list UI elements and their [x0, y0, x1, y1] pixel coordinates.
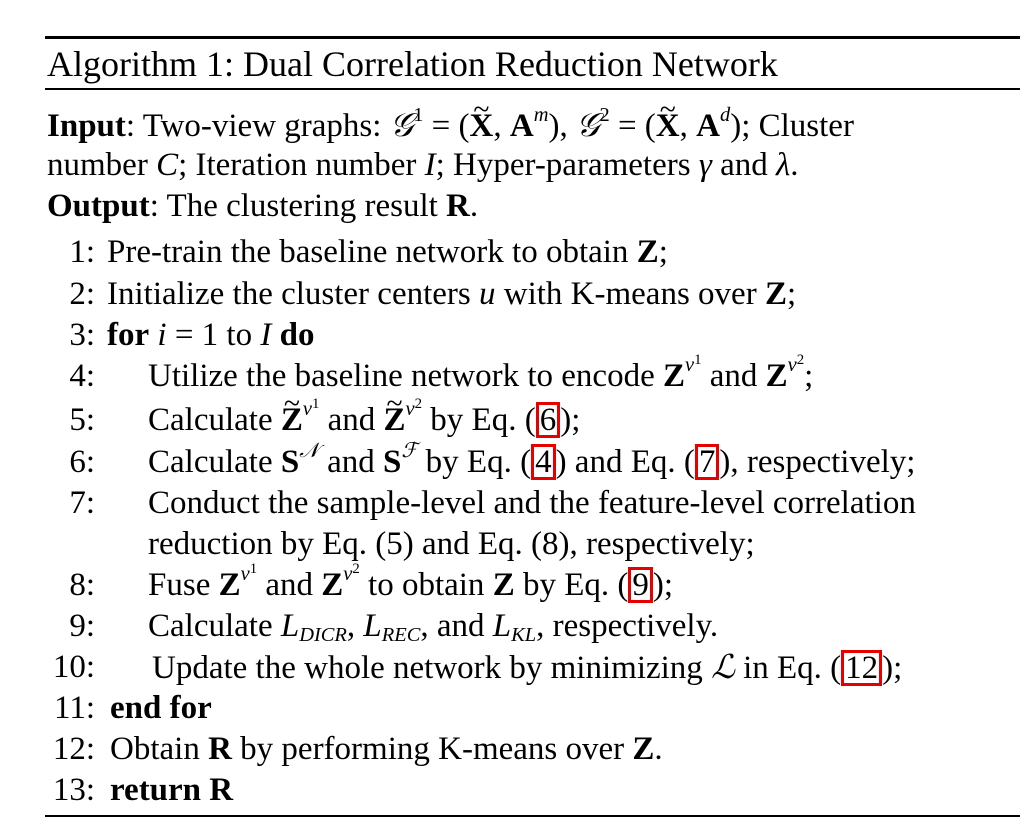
eq-ref-9[interactable]: 9	[628, 567, 653, 603]
eq-ref-4[interactable]: 4	[531, 444, 556, 480]
eq-ref-12[interactable]: 12	[841, 650, 882, 686]
eq-ref-6[interactable]: 6	[536, 402, 561, 438]
input-line-2: number C; Iteration number I; Hyper-parameters γ and λ.	[47, 147, 799, 183]
title-rule	[45, 88, 1020, 90]
input-key: Input	[47, 108, 126, 144]
eq-ref-7[interactable]: 7	[695, 444, 720, 480]
algorithm-title: Algorithm 1: Dual Correlation Reduction Network	[47, 44, 778, 84]
output-key: Output	[47, 188, 150, 224]
top-rule	[45, 36, 1020, 39]
input-line-1: Input: Two-view graphs: 𝒢$^1$ = (~ X, $A^m$), 𝒢$^2$ = (~ X, $A^d$); Cluster	[47, 104, 854, 147]
bottom-rule	[45, 815, 1020, 817]
output-line: Output: The clustering result R.	[47, 188, 479, 224]
